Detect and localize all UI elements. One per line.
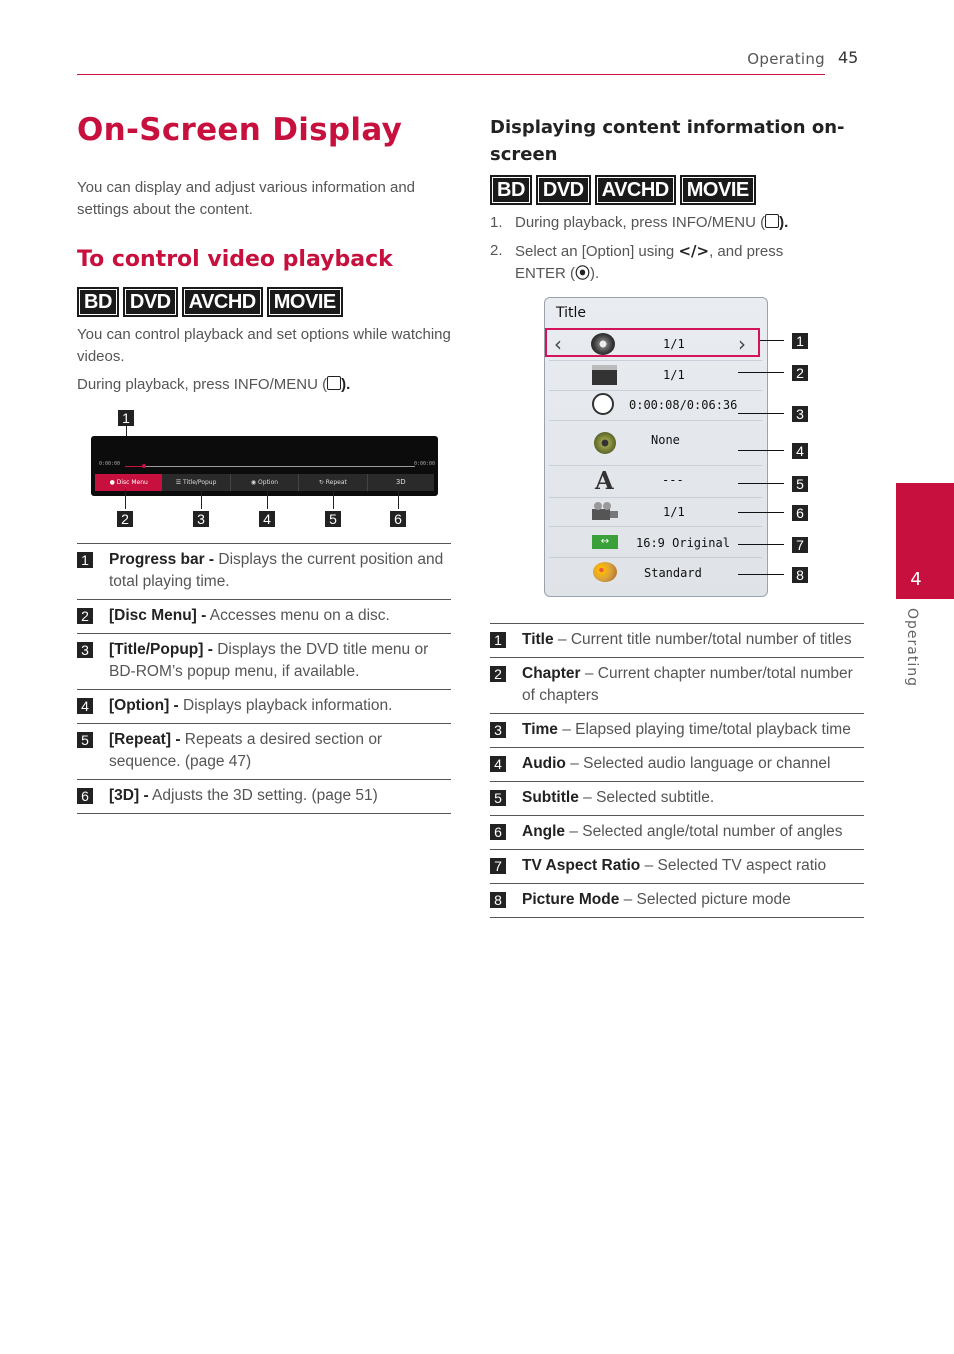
row-number: 7 — [490, 858, 506, 874]
callout-number: 1 — [792, 333, 808, 349]
callout-leader — [125, 489, 126, 509]
camera-icon — [592, 502, 618, 520]
callout-number: 7 — [792, 537, 808, 553]
chapter-number: 4 — [910, 569, 922, 590]
time-end: 0:00:00 — [414, 461, 436, 467]
row-number: 5 — [77, 732, 93, 748]
osd-value-angle: 1/1 — [663, 505, 685, 519]
callout-number: 6 — [792, 505, 808, 521]
progress-bar — [95, 456, 434, 470]
table-row — [77, 690, 451, 724]
step-2 — [490, 240, 830, 285]
palette-icon — [593, 562, 617, 582]
row-number: 2 — [77, 608, 93, 624]
info-menu-icon — [765, 214, 779, 228]
table-row — [77, 600, 451, 634]
callout-number: 6 — [390, 511, 406, 527]
callout-leader — [738, 544, 784, 545]
callout-number: 1 — [118, 410, 134, 426]
badge-bd: BD — [490, 175, 532, 205]
osd-value-chapter: 1/1 — [663, 368, 685, 382]
progress-thumb[interactable] — [142, 464, 146, 468]
callout-4 — [259, 509, 275, 528]
osd-callout-4 — [792, 441, 808, 460]
row-desc: Repeats a desired section or sequence. (page 47) — [109, 731, 383, 770]
callout-5 — [325, 509, 341, 528]
callout-leader — [738, 372, 784, 373]
title-popup-label: Title/Popup — [183, 479, 217, 486]
row-term: Progress bar - — [109, 551, 215, 568]
step-text: During playback, press INFO/MENU ( — [515, 214, 766, 231]
row-number: 6 — [77, 788, 93, 804]
time-start: 0:00:00 — [99, 461, 121, 467]
row-term: Chapter — [522, 665, 581, 682]
row-number: 5 — [490, 790, 506, 806]
callout-number: 2 — [117, 511, 133, 527]
media-badges — [77, 287, 343, 317]
info-menu-instruction — [77, 374, 452, 396]
table-row — [77, 780, 451, 814]
row-number: 2 — [490, 666, 506, 682]
callout-leader — [267, 489, 268, 509]
step-number: 2. — [490, 242, 503, 259]
badge-dvd: DVD — [536, 175, 591, 205]
media-badges — [490, 175, 756, 205]
playback-controls-table — [77, 543, 451, 814]
callout-leader — [738, 512, 784, 513]
page-number: 45 — [838, 48, 859, 67]
row-desc: Adjusts the 3D setting. (page 51) — [148, 787, 378, 804]
step-number: 1. — [490, 214, 503, 231]
disc-reel-icon — [591, 333, 615, 355]
callout-number: 5 — [325, 511, 341, 527]
row-term: [Title/Popup] - — [109, 641, 213, 658]
callout-leader — [398, 489, 399, 509]
chevron-right-icon[interactable]: › — [738, 332, 746, 356]
row-desc: Displays the current position and total playing time. — [109, 551, 444, 590]
badge-bd: BD — [77, 287, 119, 317]
badge-movie: MOVIE — [680, 175, 756, 205]
table-row — [490, 658, 864, 714]
osd-callout-7 — [792, 535, 808, 554]
badge-avchd: AVCHD — [595, 175, 676, 205]
step-suffix: ). — [779, 214, 789, 231]
playback-paragraph: You can control playback and set options while watching videos. — [77, 326, 451, 365]
osd-value-picture: Standard — [644, 566, 702, 580]
table-row — [490, 816, 864, 850]
callout-leader — [738, 574, 784, 575]
osd-callout-3 — [792, 404, 808, 423]
disc-menu-label: Disc Menu — [116, 479, 148, 486]
table-row — [490, 884, 864, 918]
playback-control-bar — [91, 436, 438, 496]
osd-callout-8 — [792, 565, 808, 584]
step-text: Select an [Option] using — [515, 243, 679, 260]
callout-3 — [193, 509, 209, 528]
row-number: 4 — [490, 756, 506, 772]
row-term: TV Aspect Ratio — [522, 857, 641, 874]
header-rule — [77, 74, 825, 75]
bar-button-row — [95, 474, 434, 491]
row-desc: Displays playback information. — [178, 697, 393, 714]
section-heading-video-playback: To control video playback — [77, 247, 393, 272]
row-desc: Accesses menu on a disc. — [206, 607, 390, 624]
repeat-label: Repeat — [325, 479, 347, 486]
osd-callout-6 — [792, 503, 808, 522]
callout-leader — [738, 483, 784, 484]
row-desc: – Current chapter number/total number of chapters — [522, 665, 853, 704]
callout-leader — [738, 450, 784, 451]
osd-row-subtitle[interactable] — [549, 465, 762, 498]
osd-callout-5 — [792, 474, 808, 493]
osd-callout-2 — [792, 363, 808, 382]
aspect-ratio-icon: ↔ — [592, 535, 618, 549]
content-info-table — [490, 623, 864, 918]
row-term: [Repeat] - — [109, 731, 181, 748]
callout-number: 8 — [792, 567, 808, 583]
font-a-icon: A — [595, 466, 614, 495]
row-desc: – Elapsed playing time/total playback time — [557, 721, 851, 738]
row-desc: – Selected TV aspect ratio — [640, 857, 827, 874]
table-row — [490, 748, 864, 782]
row-desc: Displays the DVD title menu or BD-ROM’s popup menu, if available. — [109, 641, 429, 680]
table-row — [490, 782, 864, 816]
row-number: 3 — [490, 722, 506, 738]
row-number: 8 — [490, 892, 506, 908]
row-term: Angle — [522, 823, 566, 840]
table-row — [490, 714, 864, 748]
callout-6 — [390, 509, 406, 528]
step-text-mid: , and press ENTER ( — [515, 243, 784, 282]
instruction-suffix: ). — [341, 376, 351, 393]
instruction-prefix: During playback, press INFO/MENU ( — [77, 376, 328, 393]
row-desc: – Selected picture mode — [619, 891, 791, 908]
callout-leader — [201, 489, 202, 509]
step-suffix: ). — [590, 265, 600, 282]
osd-value-title: 1/1 — [663, 337, 685, 351]
row-term: Subtitle — [522, 789, 579, 806]
table-row — [490, 624, 864, 658]
option-button[interactable]: ◉ Option — [231, 474, 299, 491]
3d-button[interactable] — [368, 474, 434, 491]
row-number: 3 — [77, 642, 93, 658]
page-title: On-Screen Display — [77, 112, 403, 148]
3d-label: 3D — [395, 478, 406, 486]
enter-icon: ⦿ — [575, 265, 591, 282]
clapper-icon — [592, 365, 617, 385]
row-term: [Option] - — [109, 697, 179, 714]
info-menu-icon — [327, 376, 341, 390]
row-number: 4 — [77, 698, 93, 714]
osd-callout-1 — [792, 331, 808, 350]
badge-dvd: DVD — [123, 287, 178, 317]
intro-text: You can display and adjust various information and settings about the content. — [77, 179, 415, 218]
osd-value-subtitle: --- — [662, 473, 684, 487]
badge-avchd: AVCHD — [182, 287, 263, 317]
osd-value-audio: None — [651, 433, 680, 447]
table-row — [77, 634, 451, 690]
step-1 — [490, 212, 830, 234]
row-desc: – Selected subtitle. — [578, 789, 715, 806]
option-label: Option — [258, 479, 279, 486]
osd-row-chapter[interactable] — [549, 360, 762, 391]
callout-number: 4 — [792, 443, 808, 459]
left-right-arrows: </> — [678, 242, 710, 260]
row-term: [3D] - — [109, 787, 149, 804]
osd-value-time: 0:00:08/0:06:36 — [629, 398, 738, 412]
running-section-title: Operating — [747, 50, 825, 68]
callout-number: 2 — [792, 365, 808, 381]
row-number: 1 — [490, 632, 506, 648]
callout-number: 5 — [792, 476, 808, 492]
callout-leader — [760, 340, 784, 341]
chevron-left-icon[interactable]: ‹ — [554, 332, 562, 356]
chapter-side-tab — [896, 483, 954, 599]
callout-leader — [333, 489, 334, 509]
section-heading-content-info: Displaying content information on-screen — [490, 117, 845, 165]
row-number: 1 — [77, 552, 93, 568]
table-row — [77, 724, 451, 780]
callout-number: 4 — [259, 511, 275, 527]
chapter-side-label: Operating — [904, 608, 920, 687]
row-term: Title — [522, 631, 554, 648]
callout-leader — [738, 413, 784, 414]
disc-menu-button[interactable]: ● Disc Menu — [95, 474, 162, 491]
table-row — [490, 850, 864, 884]
row-term: Picture Mode — [522, 891, 620, 908]
osd-header: Title — [556, 305, 587, 321]
row-term: Time — [522, 721, 558, 738]
callout-2 — [117, 509, 133, 528]
row-term: [Disc Menu] - — [109, 607, 207, 624]
badge-movie: MOVIE — [267, 287, 343, 317]
row-number: 6 — [490, 824, 506, 840]
row-desc: – Selected audio language or channel — [565, 755, 831, 772]
osd-value-aspect: 16:9 Original — [636, 536, 730, 550]
row-term: Audio — [522, 755, 566, 772]
table-row — [77, 544, 451, 600]
speaker-icon — [594, 432, 616, 454]
repeat-button[interactable]: ↻ Repeat — [299, 474, 367, 491]
row-desc: – Current title number/total number of titles — [553, 631, 852, 648]
title-popup-button[interactable]: ☰ Title/Popup — [162, 474, 230, 491]
callout-1 — [118, 408, 134, 427]
osd-selection-highlight — [545, 328, 760, 357]
row-desc: – Selected angle/total number of angles — [565, 823, 843, 840]
progress-track — [125, 466, 415, 467]
osd-row-angle[interactable] — [549, 497, 762, 527]
callout-number: 3 — [792, 406, 808, 422]
callout-number: 3 — [193, 511, 209, 527]
clock-icon — [592, 393, 614, 415]
